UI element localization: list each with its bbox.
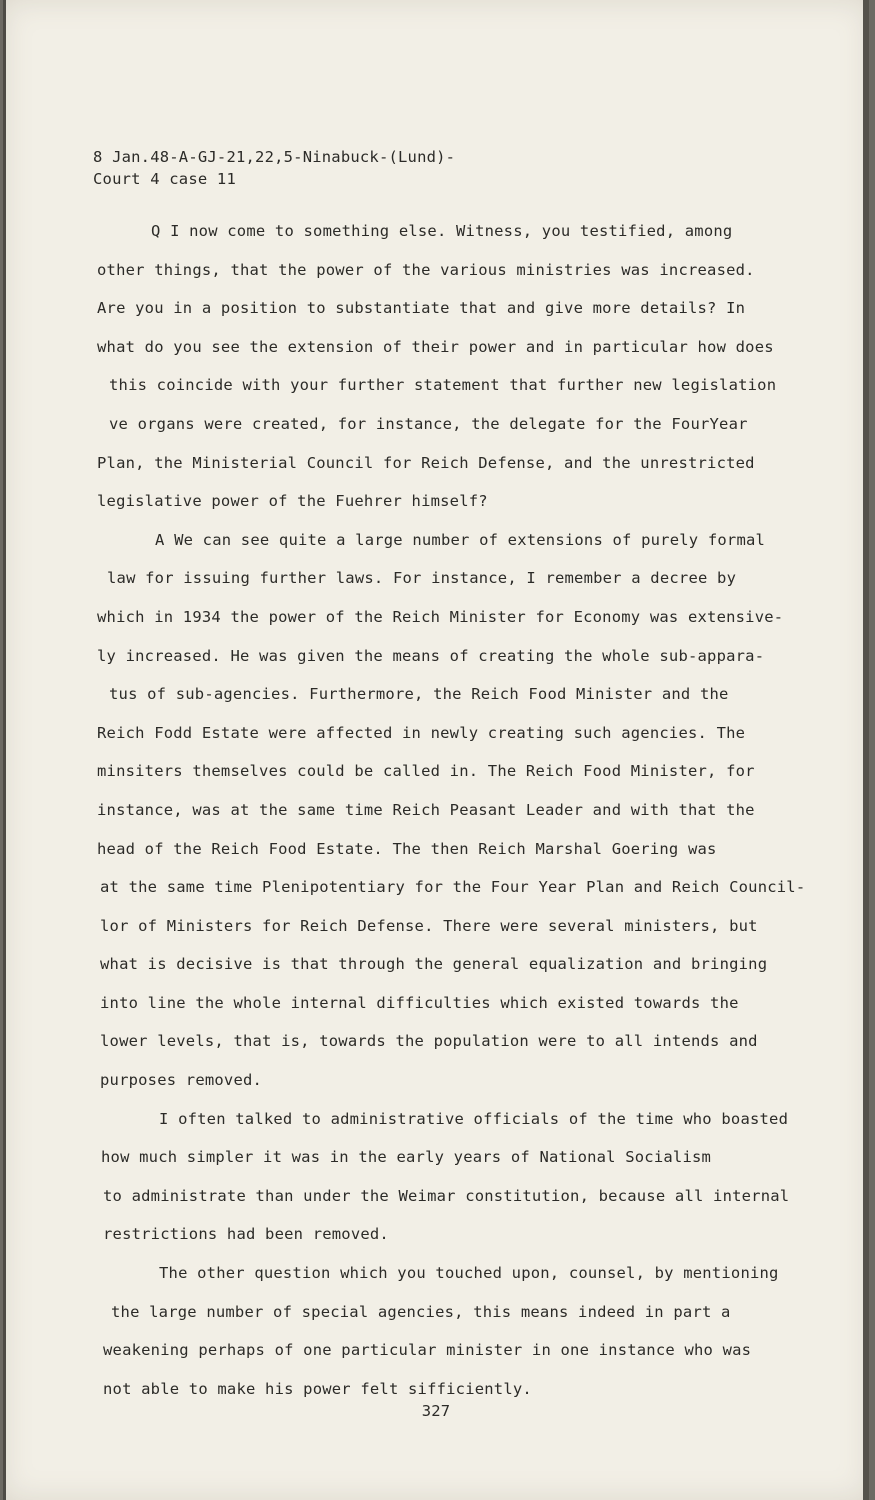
page-number: 327 — [421, 1402, 451, 1420]
text-line: Are you in a position to substantiate that and give more details? In — [97, 299, 746, 318]
text-line: law for issuing further laws. For instance, I remember a decree by — [107, 569, 737, 588]
header-line-1: 8 Jan.48-A-GJ-21,22,5-Ninabuck-(Lund)- — [93, 148, 456, 166]
text-line: The other question which you touched upon, counsel, by mentioning — [159, 1264, 779, 1283]
text-line: Plan, the Ministerial Council for Reich Defense, and the unrestricted — [97, 453, 755, 472]
text-line: ly increased. He was given the means of creating the whole sub-appara- — [97, 646, 765, 665]
text-line: this coincide with your further statement that further new legislation — [109, 376, 777, 395]
text-line: Reich Fodd Estate were affected in newly creating such agencies. The — [97, 723, 746, 742]
text-line: legislative power of the Fuehrer himself? — [97, 492, 488, 511]
transcript-body — [97, 220, 806, 1416]
text-line: lor of Ministers for Reich Defense. There were several ministers, but — [100, 916, 758, 935]
text-line: Q I now come to something else. Witness, you testified, among — [151, 222, 733, 240]
page-edge-right — [863, 0, 869, 1500]
text-line: what is decisive is that through the general equalization and bringing — [100, 955, 768, 974]
text-line: weakening perhaps of one particular minister in one instance who was — [103, 1341, 752, 1360]
text-line: the large number of special agencies, this means indeed in part a — [111, 1302, 731, 1321]
text-line: how much simpler it was in the early years of National Socialism — [101, 1148, 712, 1167]
text-line: into line the whole internal difficulties which existed towards the — [100, 993, 739, 1012]
text-line: tus of sub-agencies. Furthermore, the Reich Food Minister and the — [109, 685, 729, 704]
header-line-2: Court 4 case 11 — [93, 170, 236, 188]
text-line: lower levels, that is, towards the population were to all intends and — [100, 1032, 758, 1051]
text-line: which in 1934 the power of the Reich Minister for Economy was extensive- — [97, 607, 784, 626]
text-line: head of the Reich Food Estate. The then Reich Marshal Goering was — [97, 839, 717, 858]
text-line: to administrate than under the Weimar constitution, because all internal — [103, 1186, 790, 1205]
text-line: at the same time Plenipotentiary for the Four Year Plan and Reich Council- — [100, 878, 806, 897]
text-line: ve organs were created, for instance, the delegate for the FourYear — [109, 414, 748, 433]
text-line: purposes removed. — [100, 1071, 263, 1090]
text-line: minsiters themselves could be called in. The Reich Food Minister, for — [97, 762, 755, 781]
text-line: not able to make his power felt sifficiently. — [103, 1379, 532, 1398]
document-page — [3, 0, 869, 1500]
text-line: A We can see quite a large number of extensions of purely formal — [155, 530, 766, 549]
text-line: I often talked to administrative officials of the time who boasted — [159, 1109, 789, 1128]
text-line: instance, was at the same time Reich Peasant Leader and with that the — [97, 800, 755, 819]
document-header — [93, 146, 455, 190]
page-edge-left — [3, 0, 6, 1500]
text-line: restrictions had been removed. — [103, 1225, 389, 1244]
text-line: what do you see the extension of their power and in particular how does — [97, 337, 774, 356]
text-line: other things, that the power of the various ministries was increased. — [97, 260, 755, 279]
